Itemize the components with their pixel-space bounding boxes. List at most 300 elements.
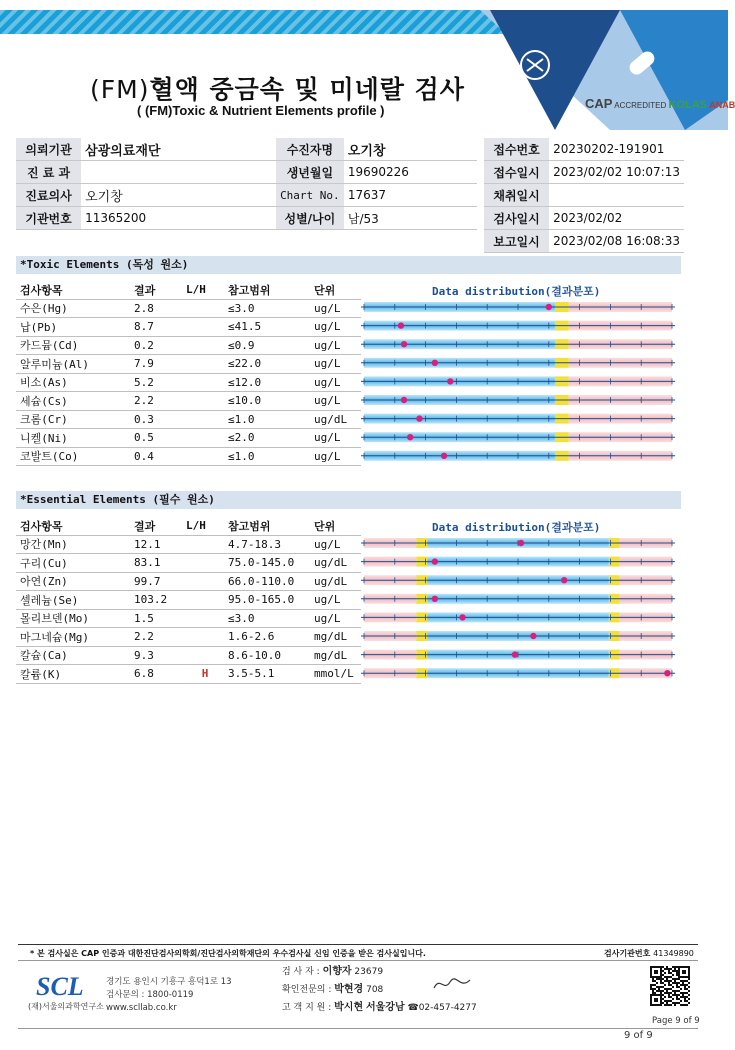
- qr-module: [656, 972, 658, 974]
- cell-lh: [182, 447, 224, 466]
- qr-module: [664, 968, 666, 970]
- cell-result: 6.8: [130, 665, 182, 684]
- distribution-bar: [361, 339, 675, 349]
- qr-module: [686, 976, 688, 978]
- qr-module: [684, 976, 686, 978]
- table-row: [16, 591, 361, 610]
- cell-unit: ug/L: [310, 299, 361, 318]
- qr-module: [654, 980, 656, 982]
- result-marker: [432, 360, 438, 366]
- qr-module: [654, 988, 656, 990]
- qr-module: [670, 972, 672, 974]
- qr-module: [654, 994, 656, 996]
- header-decoration: [480, 10, 728, 130]
- qr-module: [658, 1004, 660, 1006]
- cell-unit: ug/L: [310, 447, 361, 466]
- cell-result: 0.3: [130, 410, 182, 429]
- qr-module: [654, 972, 656, 974]
- distribution-bar: [361, 432, 675, 442]
- cell-item: 코발트(Co): [16, 447, 130, 466]
- cell-result: 0.2: [130, 336, 182, 355]
- footer-divider-bottom: [18, 1028, 698, 1029]
- qr-module: [664, 984, 666, 986]
- qr-module: [678, 978, 680, 980]
- qr-module: [652, 994, 654, 996]
- qr-module: [660, 970, 662, 972]
- qr-module: [666, 1004, 668, 1006]
- qr-module: [650, 972, 652, 974]
- distribution-bar: [361, 557, 675, 567]
- qr-module: [686, 1004, 688, 1006]
- table-header: 검사항목 결과 L/H 참고범위 단위: [16, 517, 361, 535]
- qr-module: [652, 966, 654, 968]
- qr-module: [658, 990, 660, 992]
- cell-unit: mg/dL: [310, 628, 361, 647]
- qr-module: [672, 966, 674, 968]
- qr-module: [662, 974, 664, 976]
- qr-module: [676, 970, 678, 972]
- qr-module: [682, 1004, 684, 1006]
- qr-module: [682, 992, 684, 994]
- qr-module: [654, 1004, 656, 1006]
- qr-module: [660, 1002, 662, 1004]
- qr-module: [662, 998, 664, 1000]
- distribution-bar: [361, 631, 675, 641]
- qr-module: [672, 978, 674, 980]
- qr-module: [654, 1000, 656, 1002]
- result-marker: [561, 577, 567, 583]
- cell-result: 83.1: [130, 554, 182, 573]
- qr-module: [688, 968, 690, 970]
- essential-section-title: *Essential Elements (필수 원소): [16, 491, 681, 509]
- qr-module: [682, 996, 684, 998]
- qr-module: [668, 994, 670, 996]
- qr-module: [678, 994, 680, 996]
- cell-item: 칼슘(Ca): [16, 646, 130, 665]
- cell-item: 니켈(Ni): [16, 429, 130, 448]
- qr-module: [678, 974, 680, 976]
- cell-range: 95.0-165.0: [224, 591, 310, 610]
- table-row: [16, 554, 361, 573]
- page-subtitle: ( (FM)Toxic & Nutrient Elements profile ): [137, 103, 385, 118]
- qr-module: [664, 992, 666, 994]
- qr-module: [666, 978, 668, 980]
- scl-logo-sub: (재)서울의과학연구소: [28, 1002, 104, 1011]
- cell-range: ≤1.0: [224, 410, 310, 429]
- qr-module: [668, 984, 670, 986]
- distribution-bar: [361, 395, 675, 405]
- footer-note: * 본 검사실은 CAP 인증과 대한진단검사의학회/진단검사의학재단의 우수검사실 신임 인증을 받은 검사실입니다.: [30, 949, 426, 958]
- qr-module: [678, 990, 680, 992]
- cell-lh: [182, 299, 224, 318]
- cell-unit: ug/L: [310, 355, 361, 374]
- qr-module: [664, 976, 666, 978]
- qr-module: [650, 988, 652, 990]
- qr-module: [670, 984, 672, 986]
- qr-module: [686, 992, 688, 994]
- qr-module: [688, 972, 690, 974]
- anab-logo: ANAB: [709, 100, 735, 110]
- qr-module: [668, 992, 670, 994]
- page-number-small: Page 9 of 9: [652, 1016, 700, 1026]
- qr-module: [680, 1000, 682, 1002]
- page-number: 9 of 9: [624, 1030, 653, 1041]
- qr-module: [680, 984, 682, 986]
- qr-module: [684, 988, 686, 990]
- qr-module: [682, 982, 684, 984]
- cell-item: 셀레늄(Se): [16, 591, 130, 610]
- qr-module: [684, 1004, 686, 1006]
- qr-module: [652, 976, 654, 978]
- qr-module: [674, 966, 676, 968]
- cell-unit: mg/dL: [310, 646, 361, 665]
- essential-table: [16, 517, 361, 684]
- result-marker: [530, 633, 536, 639]
- qr-module: [654, 976, 656, 978]
- distribution-bar: [361, 451, 675, 461]
- qr-module: [678, 998, 680, 1000]
- qr-module: [676, 1002, 678, 1004]
- qr-module: [672, 1002, 674, 1004]
- qr-module: [668, 968, 670, 970]
- qr-module: [670, 996, 672, 998]
- qr-module: [666, 988, 668, 990]
- qr-module: [676, 994, 678, 996]
- qr-module: [660, 968, 662, 970]
- qr-module: [684, 1000, 686, 1002]
- qr-module: [678, 968, 680, 970]
- qr-module: [688, 982, 690, 984]
- result-marker: [401, 397, 407, 403]
- qr-module: [684, 992, 686, 994]
- qr-module: [650, 970, 652, 972]
- qr-module: [672, 998, 674, 1000]
- qr-module: [654, 998, 656, 1000]
- qr-module: [676, 972, 678, 974]
- qr-module: [660, 992, 662, 994]
- qr-module: [668, 1004, 670, 1006]
- qr-module: [678, 970, 680, 972]
- qr-module: [668, 988, 670, 990]
- cell-lh: [182, 591, 224, 610]
- qr-module: [650, 968, 652, 970]
- qr-module: [664, 980, 666, 982]
- table-row: [16, 299, 361, 318]
- cell-range: 1.6-2.6: [224, 628, 310, 647]
- qr-module: [686, 996, 688, 998]
- qr-module: [674, 1004, 676, 1006]
- qr-module: [650, 1000, 652, 1002]
- table-row: [16, 373, 361, 392]
- distribution-bar: [361, 650, 675, 660]
- qr-module: [684, 984, 686, 986]
- cell-lh: [182, 429, 224, 448]
- qr-module: [680, 976, 682, 978]
- qr-module: [678, 1002, 680, 1004]
- qr-module: [658, 988, 660, 990]
- qr-module: [666, 976, 668, 978]
- essential-distribution-title: Data distribution(결과분포): [432, 521, 601, 534]
- table-row: [16, 392, 361, 411]
- qr-module: [656, 982, 658, 984]
- cell-lh: H: [182, 665, 224, 684]
- qr-module: [660, 1000, 662, 1002]
- scl-logo: SCL: [36, 972, 84, 1001]
- cell-unit: ug/L: [310, 336, 361, 355]
- cell-range: ≤41.5: [224, 318, 310, 337]
- qr-module: [674, 978, 676, 980]
- qr-module: [672, 990, 674, 992]
- table-row: [16, 410, 361, 429]
- qr-module: [654, 970, 656, 972]
- result-marker: [546, 304, 552, 310]
- qr-module: [684, 970, 686, 972]
- qr-module: [664, 996, 666, 998]
- distribution-bar: [361, 575, 675, 585]
- cell-range: ≤3.0: [224, 299, 310, 318]
- cell-result: 0.5: [130, 429, 182, 448]
- table-row: [16, 429, 361, 448]
- qr-module: [652, 990, 654, 992]
- qr-module: [656, 976, 658, 978]
- cell-lh: [182, 646, 224, 665]
- qr-module: [668, 1000, 670, 1002]
- toxic-table: [16, 281, 361, 466]
- qr-module: [656, 994, 658, 996]
- qr-module: [666, 1002, 668, 1004]
- cell-item: 아연(Zn): [16, 572, 130, 591]
- qr-module: [688, 966, 690, 968]
- qr-module: [656, 1004, 658, 1006]
- cell-unit: ug/dL: [310, 554, 361, 573]
- qr-module: [676, 990, 678, 992]
- qr-module: [660, 994, 662, 996]
- qr-module: [676, 986, 678, 988]
- qr-module: [682, 976, 684, 978]
- qr-module: [658, 994, 660, 996]
- qr-module: [660, 982, 662, 984]
- qr-module: [650, 974, 652, 976]
- qr-module: [666, 992, 668, 994]
- cell-item: 세슘(Cs): [16, 392, 130, 411]
- cell-range: ≤12.0: [224, 373, 310, 392]
- qr-module: [678, 976, 680, 978]
- qr-module: [658, 986, 660, 988]
- cell-range: ≤22.0: [224, 355, 310, 374]
- qr-module: [668, 972, 670, 974]
- qr-module: [686, 984, 688, 986]
- qr-module: [656, 998, 658, 1000]
- cell-unit: ug/L: [310, 609, 361, 628]
- cell-result: 9.3: [130, 646, 182, 665]
- cell-lh: [182, 572, 224, 591]
- cell-result: 2.2: [130, 628, 182, 647]
- cell-lh: [182, 535, 224, 554]
- qr-module: [680, 980, 682, 982]
- qr-module: [680, 966, 682, 968]
- cell-range: ≤0.9: [224, 336, 310, 355]
- org-code: 검사기관번호 41349890: [604, 949, 694, 958]
- cell-item: 마그네슘(Mg): [16, 628, 130, 647]
- distribution-bar: [361, 612, 675, 622]
- cell-unit: ug/L: [310, 373, 361, 392]
- distribution-bar: [361, 302, 675, 312]
- cell-lh: [182, 355, 224, 374]
- qr-module: [678, 966, 680, 968]
- cap-logo: CAP: [585, 96, 613, 111]
- qr-module: [688, 986, 690, 988]
- result-marker: [398, 322, 404, 328]
- qr-module: [652, 988, 654, 990]
- kolas-logo: KOLAS: [668, 99, 707, 111]
- distribution-bar: [361, 414, 675, 424]
- cell-item: 몰리브덴(Mo): [16, 609, 130, 628]
- qr-module: [660, 1004, 662, 1006]
- table-row: [16, 609, 361, 628]
- qr-module: [672, 970, 674, 972]
- qr-module: [670, 980, 672, 982]
- result-marker: [518, 540, 524, 546]
- qr-module: [666, 966, 668, 968]
- cell-item: 수은(Hg): [16, 299, 130, 318]
- patient-info-table: 의뢰기관 삼광의료재단 수진자명 오기창 접수번호 20230202-191901 진 료 과 생년월일 19690226 접수일시 2023/02/02 10:07:13 진료의사 오기창 Chart No. 17637 채취일시 기관번호 11365200 성별/나이 남/53 검사일시 2023/02/02 보고일시 2023/02/08 16:08:33: [16, 138, 684, 253]
- qr-module: [688, 974, 690, 976]
- cell-unit: ug/L: [310, 392, 361, 411]
- qr-module: [676, 982, 678, 984]
- cell-result: 1.5: [130, 609, 182, 628]
- qr-module: [680, 988, 682, 990]
- footer-divider-top: [18, 944, 698, 945]
- qr-module: [682, 980, 684, 982]
- lab-address: 경기도 용인시 기흥구 흥덕1로 13 검사문의 : 1800-0119 www.scllab.co.kr: [106, 977, 232, 1013]
- qr-module: [662, 1002, 664, 1004]
- cell-item: 카드뮴(Cd): [16, 336, 130, 355]
- cell-result: 8.7: [130, 318, 182, 337]
- qr-module: [650, 1002, 652, 1004]
- qr-module: [682, 972, 684, 974]
- qr-module: [670, 976, 672, 978]
- result-marker: [459, 614, 465, 620]
- qr-module: [668, 980, 670, 982]
- cell-unit: ug/L: [310, 591, 361, 610]
- qr-module: [686, 988, 688, 990]
- qr-module: [656, 970, 658, 972]
- toxic-distribution-chart: [360, 299, 682, 469]
- qr-module: [650, 998, 652, 1000]
- qr-module: [676, 998, 678, 1000]
- cell-lh: [182, 609, 224, 628]
- qr-module: [678, 982, 680, 984]
- signature: [432, 974, 472, 994]
- qr-module: [668, 982, 670, 984]
- qr-module: [686, 980, 688, 982]
- qr-module: [684, 972, 686, 974]
- qr-code: [650, 966, 690, 1006]
- table-row: [16, 355, 361, 374]
- distribution-bar: [361, 321, 675, 331]
- qr-module: [676, 966, 678, 968]
- qr-module: [678, 986, 680, 988]
- cell-lh: [182, 392, 224, 411]
- cell-item: 비소(As): [16, 373, 130, 392]
- qr-module: [664, 1004, 666, 1006]
- qr-module: [668, 996, 670, 998]
- cell-range: 75.0-145.0: [224, 554, 310, 573]
- cell-range: 4.7-18.3: [224, 535, 310, 554]
- qr-module: [680, 1004, 682, 1006]
- qr-module: [688, 998, 690, 1000]
- cell-item: 알루미늄(Al): [16, 355, 130, 374]
- qr-module: [674, 994, 676, 996]
- cell-lh: [182, 336, 224, 355]
- lab-website[interactable]: www.scllab.co.kr: [106, 1003, 177, 1013]
- qr-module: [668, 976, 670, 978]
- qr-module: [670, 1000, 672, 1002]
- cell-result: 7.9: [130, 355, 182, 374]
- cell-item: 크롬(Cr): [16, 410, 130, 429]
- cell-range: ≤3.0: [224, 609, 310, 628]
- distribution-bar: [361, 594, 675, 604]
- table-row: [16, 665, 361, 684]
- page-title: (FM)혈액 중금속 및 미네랄 검사: [90, 75, 465, 104]
- qr-module: [674, 968, 676, 970]
- qr-module: [652, 980, 654, 982]
- qr-module: [660, 978, 662, 980]
- table-row: [16, 336, 361, 355]
- qr-module: [684, 998, 686, 1000]
- cell-lh: [182, 554, 224, 573]
- table-row: [16, 572, 361, 591]
- qr-module: [662, 986, 664, 988]
- qr-module: [656, 990, 658, 992]
- qr-module: [652, 1004, 654, 1006]
- qr-module: [656, 978, 658, 980]
- qr-module: [684, 986, 686, 988]
- qr-module: [654, 992, 656, 994]
- cell-lh: [182, 373, 224, 392]
- qr-module: [650, 976, 652, 978]
- qr-module: [664, 972, 666, 974]
- qr-module: [660, 976, 662, 978]
- cell-range: 3.5-5.1: [224, 665, 310, 684]
- cell-lh: [182, 628, 224, 647]
- table-row: [16, 535, 361, 554]
- cell-range: 66.0-110.0: [224, 572, 310, 591]
- qr-module: [674, 1002, 676, 1004]
- qr-module: [652, 984, 654, 986]
- qr-module: [678, 972, 680, 974]
- cell-item: 망간(Mn): [16, 535, 130, 554]
- result-marker: [432, 558, 438, 564]
- qr-module: [656, 986, 658, 988]
- qr-module: [650, 1004, 652, 1006]
- qr-module: [684, 966, 686, 968]
- qr-module: [658, 976, 660, 978]
- qr-module: [682, 966, 684, 968]
- qr-module: [660, 980, 662, 982]
- distribution-bar: [361, 376, 675, 386]
- qr-module: [660, 986, 662, 988]
- qr-module: [660, 974, 662, 976]
- qr-module: [674, 992, 676, 994]
- qr-module: [682, 984, 684, 986]
- qr-module: [666, 980, 668, 982]
- distribution-bar: [361, 668, 675, 678]
- footer-divider: [18, 960, 698, 961]
- qr-module: [688, 978, 690, 980]
- cell-lh: [182, 318, 224, 337]
- qr-module: [656, 1000, 658, 1002]
